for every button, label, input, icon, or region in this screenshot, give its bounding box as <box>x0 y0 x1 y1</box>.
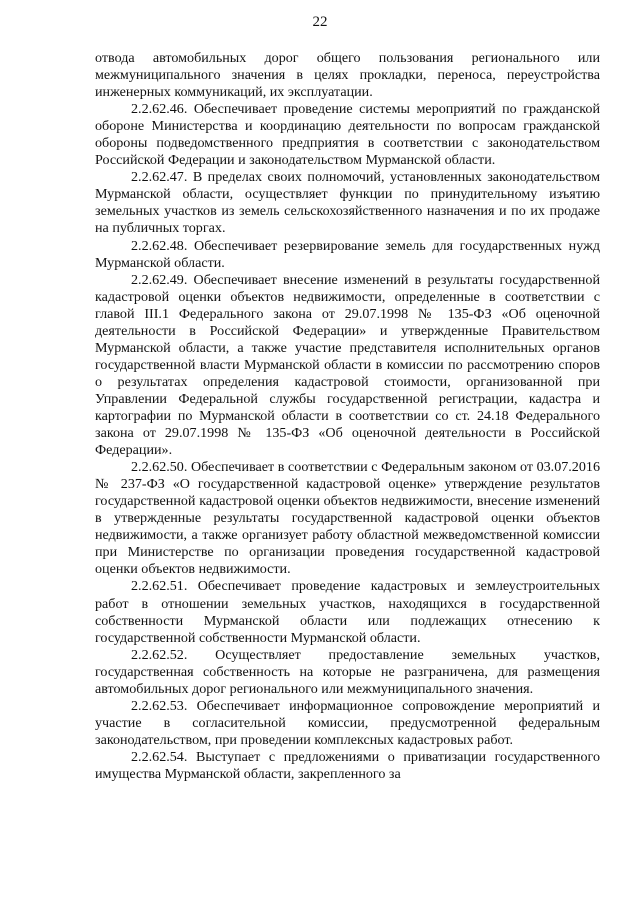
document-body <box>95 50 600 783</box>
paragraph-2-2-62-47: 2.2.62.47. В пределах своих полномочий, установленных законодательством Мурманской области, осуществляет функции по принудительному изъятию земельных участков из земель сельскохозяйственного назначения и по их продаже на публичных торгах. <box>95 169 600 237</box>
paragraph-2-2-62-51: 2.2.62.51. Обеспечивает проведение кадастровых и землеустроительных работ в отношении земельных участков, находящихся в государственной собственности Мурманской области или подлежащих отнесению к государственной собственности Мурманской области. <box>95 578 600 646</box>
paragraph-2-2-62-50: 2.2.62.50. Обеспечивает в соответствии с Федеральным законом от 03.07.2016 № 237-ФЗ «О государственной кадастровой оценке» утверждение результатов государственной кадастровой оценки объектов недвижимости, внесение изменений в утвержденные результаты государственной кадастровой оценки объектов недвижимости, а также организует работу областной межведомственной комиссии при Министерстве по организации проведения государственной кадастровой оценки объектов недвижимости. <box>95 459 600 578</box>
paragraph-2-2-62-48: 2.2.62.48. Обеспечивает резервирование земель для государственных нужд Мурманской области. <box>95 237 600 271</box>
paragraph-2-2-62-52: 2.2.62.52. Осуществляет предоставление земельных участков, государственная собственность на которые не разграничена, для размещения автомобильных дорог регионального или межмуниципального значения. <box>95 646 600 697</box>
paragraph-2-2-62-49: 2.2.62.49. Обеспечивает внесение изменений в результаты государственной кадастровой оценки объектов недвижимости, определенные в соответствии с главой III.1 Федерального закона от 29.07.1998 № 135-ФЗ «Об оценочной деятельности в Российской Федерации» и утвержденные Правительством Мурманской области, а также участие представителя исполнительных органов государственной власти Мурманской области в комиссии по рассмотрению споров о результатах определения кадастровой стоимости, организованной при Управлении Федеральной службы государственной регистрации, кадастра и картографии по Мурманской области в соответствии со ст. 24.18 Федерального закона от 29.07.1998 № 135-ФЗ «Об оценочной деятельности в Российской Федерации». <box>95 271 600 459</box>
paragraph-2-2-62-46: 2.2.62.46. Обеспечивает проведение системы мероприятий по гражданской обороне Министерства и координацию деятельности по вопросам гражданской обороны подведомственного предприятия в соответствии с законодательством Российской Федерации и законодательством Мурманской области. <box>95 101 600 169</box>
paragraph-continuation: отвода автомобильных дорог общего пользования регионального или межмуниципального значения в целях прокладки, переноса, переустройства инженерных коммуникаций, их эксплуатации. <box>95 50 600 101</box>
page-number: 22 <box>312 14 328 30</box>
paragraph-2-2-62-54: 2.2.62.54. Выступает с предложениями о приватизации государственного имущества Мурманской области, закрепленного за <box>95 748 600 782</box>
paragraph-2-2-62-53: 2.2.62.53. Обеспечивает информационное сопровождение мероприятий и участие в согласительной комиссии, предусмотренной федеральным законодательством, при проведении комплексных кадастровых работ. <box>95 697 600 748</box>
